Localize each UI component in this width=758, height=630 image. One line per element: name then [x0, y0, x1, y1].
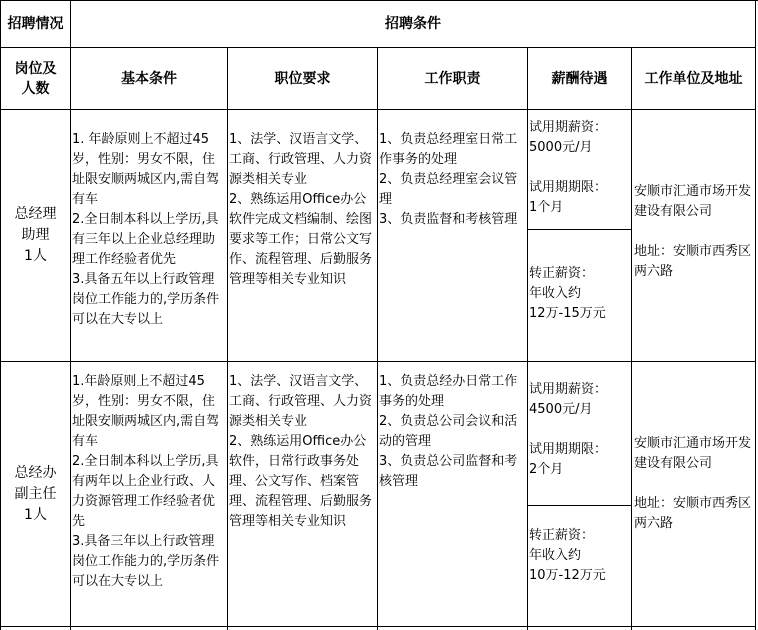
row-divider [0, 626, 756, 627]
col-divider [227, 47, 228, 630]
duties-cell: 1、负责总经理室日常工作事务的处理 2、负责总经理室会议管理 3、负责监督和考核管理 [379, 132, 518, 227]
salary-divider [527, 229, 632, 230]
salary-regular-cell: 转正薪资： 年收入约 10万-12万元 [529, 528, 606, 583]
header-salary: 薪酬待遇 [551, 70, 608, 87]
col-divider [527, 47, 528, 630]
basic-conditions-cell: 1. 年龄原则上不超过45岁，性别：男女不限，住址限安顺两城区内,需自驾有车 2.全日制本科以上学历,具有三年以上企业总经理助理工作经验者优先 3.具备五年以上行政管理岗位工作能力的,学历条件可以在大专以上 [72, 132, 220, 327]
position-cell: 总经办 副主任 1人 [14, 464, 57, 523]
employer-address-cell: 安顺市汇通市场开发建设有限公司 地址：安顺市西秀区两六路 [634, 436, 752, 531]
table-border-right [755, 0, 756, 630]
col-divider [377, 47, 378, 630]
basic-conditions-cell: 1.年龄原则上不超过45岁，性别：男女不限，住址限安顺两城区内,需自驾有车 2.全日制本科以上学历,具有两年以上企业行政、人力资源管理工作经验者优先 3.具备三年以上行政管理岗位工作能力的,学历条件可以在大专以上 [72, 374, 220, 589]
header-recruit-situation: 招聘情况 [7, 16, 64, 32]
job-requirements-cell: 1、法学、汉语言文学、工商、行政管理、人力资源类相关专业 2、熟练运用Office办公软件，日常行政事务处理、公文写作、档案管理、流程管理、后勤服务管理等相关专业知识 [229, 374, 373, 529]
employer-address-cell: 安顺市汇通市场开发建设有限公司 地址：安顺市西秀区两六路 [634, 184, 752, 279]
salary-regular-cell: 转正薪资： 年收入约 12万-15万元 [529, 266, 606, 321]
duties-cell: 1、负责总经办日常工作事务的处理 2、负责总公司会议和活动的管理 3、负责总公司监督和考核管理 [379, 374, 518, 489]
header-basic-conditions: 基本条件 [121, 70, 177, 87]
row-divider [0, 109, 756, 110]
header-employer-address: 工作单位及地址 [644, 70, 743, 87]
salary-divider [527, 505, 632, 506]
header-recruit-conditions: 招聘条件 [385, 16, 441, 32]
job-requirements-cell: 1、法学、汉语言文学、工商、行政管理、人力资源类相关专业 2、熟练运用Office办公软件完成文档编制、绘图要求等工作；日常公文写作、流程管理、后勤服务管理等相关专业知识 [229, 132, 373, 287]
header-position-count: 岗位及 人数 [14, 60, 57, 97]
header-duties: 工作职责 [424, 70, 481, 87]
header-job-requirements: 职位要求 [274, 70, 331, 87]
col-divider [631, 47, 632, 630]
salary-trial-cell: 试用期薪资： 5000元/月 试用期期限： 1个月 [529, 120, 608, 215]
position-cell: 总经理 助理 1人 [14, 206, 57, 264]
row-divider [0, 361, 756, 362]
salary-trial-cell: 试用期薪资： 4500元/月 试用期期限： 2个月 [529, 382, 608, 477]
